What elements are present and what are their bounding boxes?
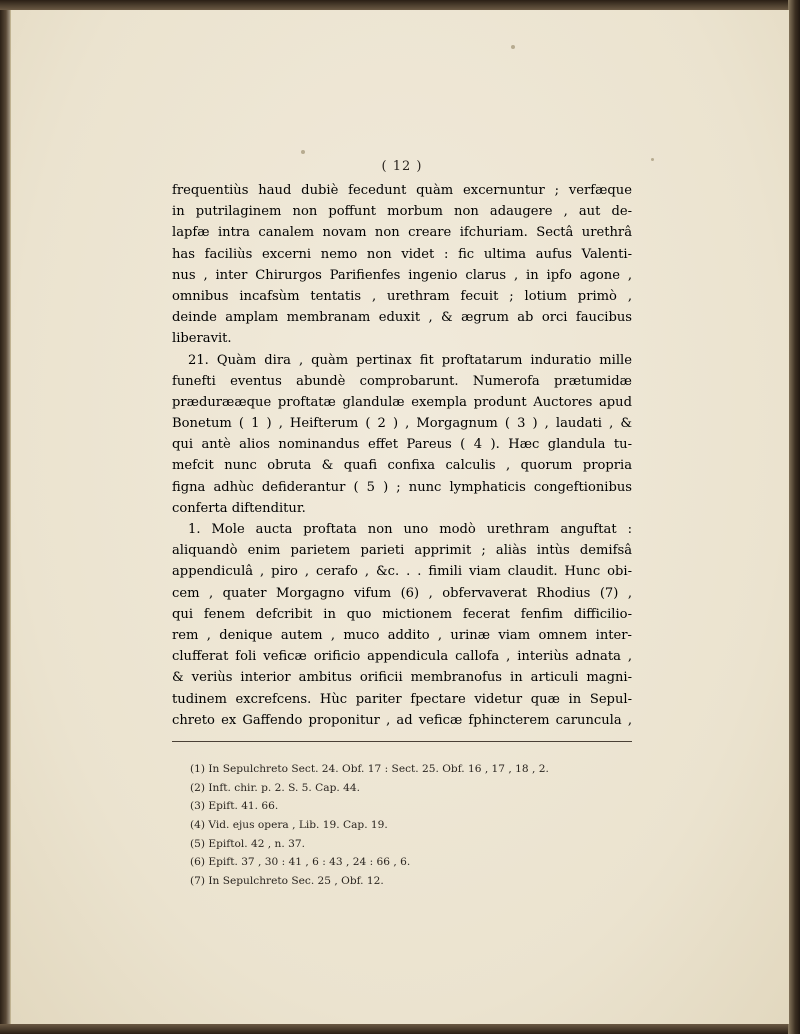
text-line: qui fenem defcribit in quo mictionem fecerat fenfim difficilio-	[172, 606, 632, 622]
text-line: aliquandò enim parietem parieti apprimit ; aliàs intùs demifsâ	[172, 543, 632, 559]
text-line: mefcit nunc obruta & quafi confixa calculis , quorum propria	[172, 458, 632, 474]
paragraph-1-start: 1. Mole aucta proftata non uno modò urethram anguftat :	[188, 522, 632, 537]
text-line: rem , denique autem , muco addito , urinæ viam omnem inter-	[172, 627, 632, 643]
text-line: liberavit.	[172, 331, 232, 347]
text-line: & veriùs interior ambitus orificii membranofus in articuli magni-	[172, 670, 632, 686]
footnotes	[190, 760, 630, 891]
footnote: (1) In Sepulchreto Sect. 24. Obf. 17 : Sect. 25. Obf. 16 , 17 , 18 , 2.	[190, 763, 549, 775]
text-line: lapfæ intra canalem novam non creare ifchuriam. Sectâ urethrâ	[172, 225, 632, 241]
text-line: conferta diftenditur.	[172, 500, 306, 516]
text-line: in putrilaginem non poffunt morbum non adaugere , aut de-	[172, 204, 632, 220]
footnote-rule	[172, 741, 632, 742]
footnote: (6) Epift. 37 , 30 : 41 , 6 : 43 , 24 : 66 , 6.	[190, 856, 411, 869]
text-line: clufferat foli veficæ orificio appendicula callofa , interiùs adnata ,	[172, 649, 632, 665]
text-line: chreto ex Gaffendo proponitur , ad veficæ fphincterem caruncula ,	[172, 712, 632, 728]
paragraph-21-start: 21. Quàm dira , quàm pertinax fit proftatarum induratio mille	[188, 352, 632, 368]
footnote: (4) Vid. ejus opera , Lib. 19. Cap. 19.	[190, 819, 388, 832]
text-line: nus , inter Chirurgos Parifienfes ingenio clarus , in ipfo agone ,	[172, 267, 632, 283]
footnote: (3) Epift. 41. 66.	[190, 800, 279, 813]
right-binding-edge	[788, 0, 800, 1034]
footnote: (2) Inft. chir. p. 2. S. 5. Cap. 44.	[190, 781, 360, 794]
footnote: (5) Epiftol. 42 , n. 37.	[190, 837, 305, 850]
text-line: figna adhùc defiderantur ( 5 ) ; nunc lymphaticis congeftionibus	[172, 479, 632, 495]
body-text	[172, 180, 632, 731]
text-line: frequentiùs haud dubiè fecedunt quàm excernuntur ; verfæque	[172, 183, 632, 198]
paper-speck	[651, 158, 654, 161]
paper-speck	[301, 150, 305, 154]
text-line: Bonetum ( 1 ) , Heifterum ( 2 ) , Morgagnum ( 3 ) , laudati , &	[172, 416, 632, 432]
paper-speck	[511, 45, 515, 49]
page-number: ( 12 )	[381, 159, 423, 174]
text-line: appendiculâ , piro , cerafo , &c. . . fimili viam claudit. Hunc obi-	[172, 564, 632, 580]
text-line: funefti eventus abundè comprobarunt. Numerofa prætumidæ	[172, 373, 632, 389]
text-line: deinde amplam membranam eduxit , & ægrum ab orci faucibus	[172, 310, 632, 326]
bottom-binding-edge	[0, 1024, 800, 1034]
text-line: has faciliùs excerni nemo non videt : fic ultima aufus Valenti-	[172, 246, 632, 262]
text-line: qui antè alios nominandus effet Pareus ( 4 ). Hæc glandula tu-	[172, 437, 632, 453]
text-line: cem , quater Morgagno vifum (6) , obfervaverat Rhodius (7) ,	[172, 585, 632, 601]
top-binding-edge	[0, 0, 800, 10]
footnote: (7) In Sepulchreto Sec. 25 , Obf. 12.	[190, 875, 384, 888]
text-line: prædurææque proftatæ glandulæ exempla produnt Auctores apud	[172, 394, 632, 410]
text-line: tudinem excrefcens. Hùc pariter fpectare videtur quæ in Sepul-	[172, 691, 632, 707]
text-line: omnibus incafsùm tentatis , urethram fecuit ; lotium primò ,	[172, 288, 632, 304]
